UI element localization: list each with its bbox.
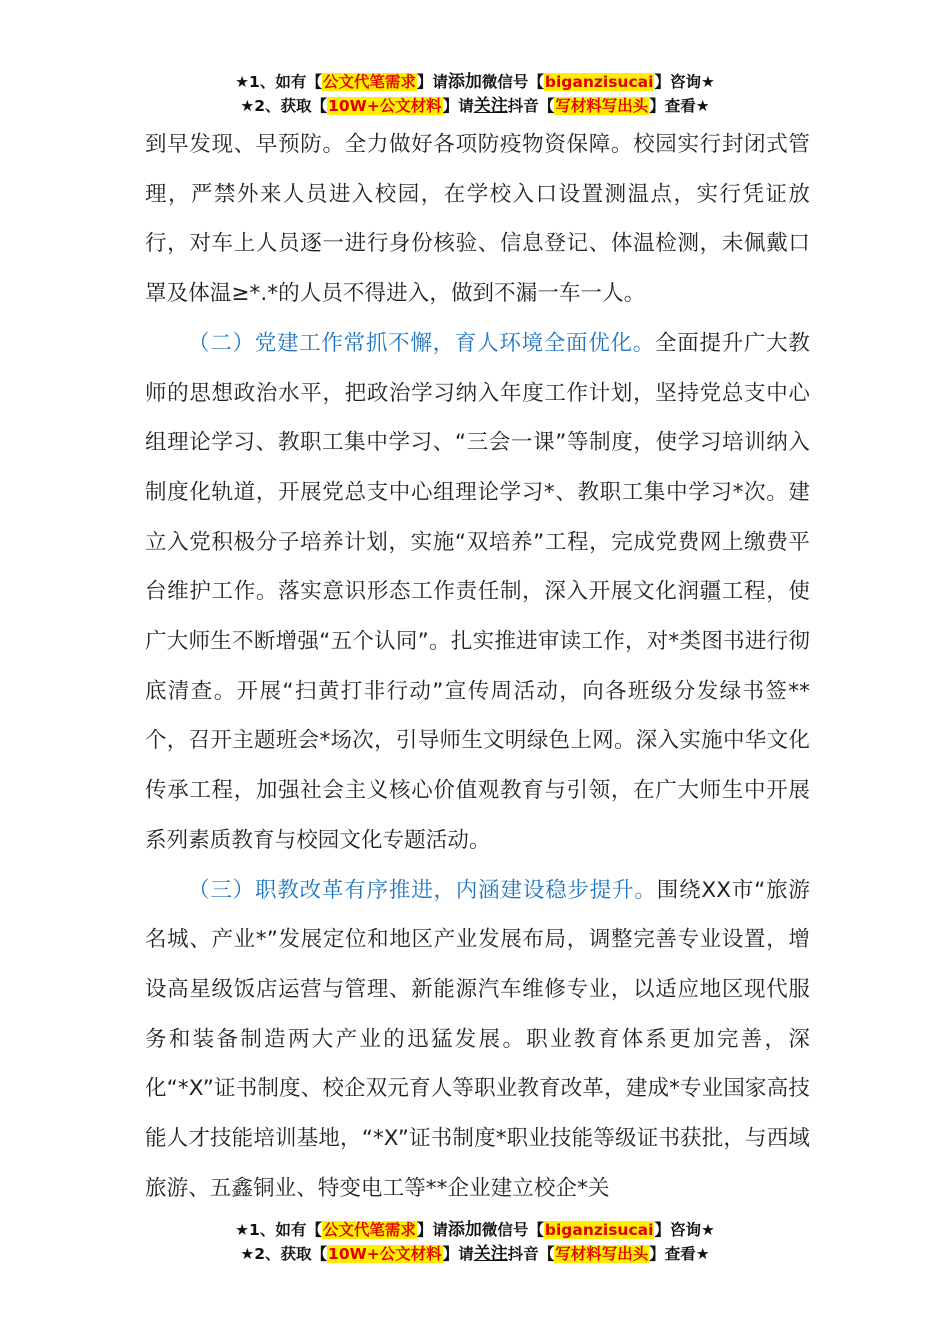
highlight-service: 公文代笔需求 [322, 73, 416, 91]
highlight-wechat-id: biganzisucai [544, 73, 654, 91]
highlight-materials: 10W+公文材料 [328, 97, 442, 115]
section-heading-3: （三）职教改革有序推进，内涵建设稳步提升。 [188, 877, 657, 903]
paragraph-text: 全面提升广大教师的思想政治水平，把政治学习纳入年度工作计划，坚持党总支中心组理论学习、教职工集中学习、“三会一课”等制度，使学习培训纳入制度化轨道，开展党总支中心组理论学习*、教职工集中学习*次。建立入党积极分子培养计划，实施“双培养”工程，完成党费网上缴费平台维护工作。落实意识形态工作责任制，深入开展文化润疆工程，使广大师生不断增强“五个认同”。扎实推进审读工作，对*类图书进行彻底清查。开展“扫黄打非行动”宣传周活动，向各班级分发绿书签**个，召开主题班会*场次，引导师生文明绿色上网。深入实施中华文化传承工程，加强社会主义核心价值观教育与引领，在广大师生中开展系列素质教育与校园文化专题活动。 [145, 330, 811, 853]
section-heading-2: （二）党建工作常抓不懈，育人环境全面优化。 [188, 330, 655, 356]
paragraph-party-building [145, 319, 810, 866]
paragraph-epidemic-prevention: 到早发现、早预防。全力做好各项防疫物资保障。校园实行封闭式管理，严禁外来人员进入校园，在学校入口设置测温点，实行凭证放行，对车上人员逐一进行身份核验、信息登记、体温检测，未佩戴口罩及体温≥*.*的人员不得进入，做到不漏一车一人。 [145, 132, 810, 307]
highlight-wechat-id: biganzisucai [544, 1221, 654, 1239]
footer-banner [0, 1218, 950, 1266]
banner-line-2 [0, 1242, 950, 1266]
banner-text: 】查看★ [649, 1245, 710, 1263]
banner-emphasis: 添加 [447, 72, 482, 92]
highlight-service: 公文代笔需求 [322, 1221, 416, 1239]
document-body [145, 120, 810, 1213]
banner-text: ★1、如有【 [235, 73, 322, 91]
highlight-materials: 10W+公文材料 [328, 1245, 442, 1263]
paragraph-text: 围绕XX市“旅游名城、产业*”发展定位和地区产业发展布局，调整完善专业设置，增设高星级饭店运营与管理、新能源汽车维修专业，以适应地区现代服务和装备制造两大产业的迅猛发展。职业教育体系更加完善，深化“*X”证书制度、校企双元育人等职业教育改革，建成*专业国家高技能人才技能培训基地，“*X”证书制度*职业技能等级证书获批，与西域旅游、五鑫铜业、特变电工等**企业建立校企*关 [145, 877, 810, 1201]
banner-text: 】咨询★ [654, 73, 715, 91]
banner-line-1 [0, 1218, 950, 1242]
banner-line-2 [0, 94, 950, 118]
banner-text: ★2、获取【 [240, 97, 328, 115]
banner-text: 】咨询★ [654, 1221, 715, 1239]
paragraph-vocational-reform [145, 866, 810, 1214]
banner-line-1 [0, 70, 950, 94]
banner-text: 抖音【 [507, 1245, 555, 1263]
banner-text: 】请 [442, 97, 474, 115]
highlight-douyin-account: 写材料写出头 [555, 1245, 649, 1263]
banner-text: 微信号【 [481, 73, 544, 91]
banner-emphasis: 关注 [473, 96, 508, 116]
banner-text: 】请 [416, 73, 448, 91]
banner-emphasis: 关注 [473, 1244, 508, 1264]
banner-text: 】查看★ [649, 97, 710, 115]
banner-text: ★2、获取【 [240, 1245, 328, 1263]
banner-text: ★1、如有【 [235, 1221, 322, 1239]
highlight-douyin-account: 写材料写出头 [555, 97, 649, 115]
banner-text: 抖音【 [507, 97, 555, 115]
banner-text: 微信号【 [481, 1221, 544, 1239]
banner-text: 】请 [416, 1221, 448, 1239]
banner-text: 】请 [442, 1245, 474, 1263]
header-banner [0, 70, 950, 118]
banner-emphasis: 添加 [447, 1220, 482, 1240]
